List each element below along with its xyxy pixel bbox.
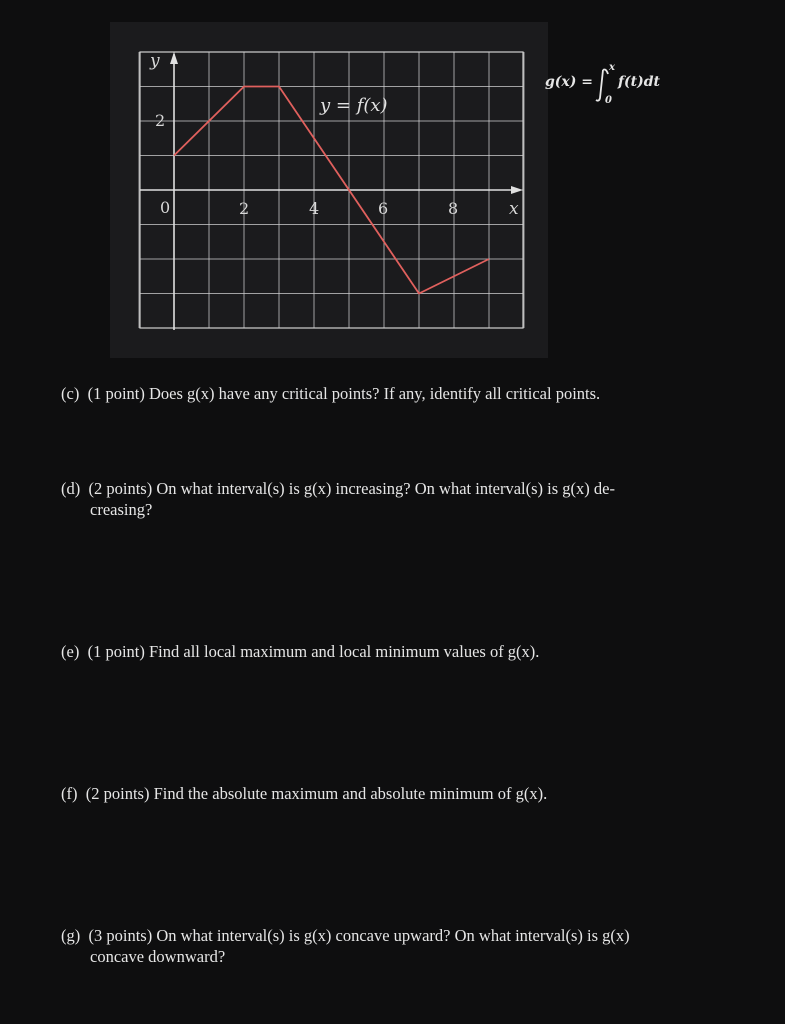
question-e-label: (e): [61, 642, 80, 661]
question-c-label: (c): [61, 384, 80, 403]
y-tick-2: 2: [155, 111, 166, 130]
question-c: [61, 383, 741, 404]
question-g-text-1: On what interval(s) is g(x) concave upward? On what interval(s) is g(x): [156, 926, 630, 945]
x-axis-arrow: [511, 186, 523, 194]
question-f: [61, 783, 741, 804]
question-d-label: (d): [61, 479, 81, 498]
question-d-text-1: On what interval(s) is g(x) increasing? On what interval(s) is g(x) de-: [156, 479, 615, 498]
x-axis-label: x: [509, 199, 519, 219]
g-definition-formula: [545, 60, 695, 110]
x-tick-6: 6: [378, 199, 389, 218]
formula-upper-limit: x: [609, 62, 615, 73]
question-c-points: (1 point): [87, 384, 145, 403]
x-tick-2: 2: [239, 199, 250, 218]
x-tick-0: 0: [160, 198, 171, 217]
axes: [140, 52, 523, 330]
question-c-text: Does g(x) have any critical points? If any, identify all critical points.: [149, 384, 601, 403]
question-e-text: Find all local maximum and local minimum values of g(x).: [149, 642, 540, 661]
question-e-points: (1 point): [87, 642, 145, 661]
y-axis-label: y: [150, 51, 160, 71]
x-tick-4: 4: [309, 199, 320, 218]
question-g-text-2: concave downward?: [90, 947, 226, 966]
question-f-label: (f): [61, 784, 78, 803]
x-tick-8: 8: [448, 199, 459, 218]
formula-lhs: g(x) =: [545, 74, 593, 90]
question-d-text-2: creasing?: [90, 500, 153, 519]
formula-integrand: f(t)dt: [618, 74, 660, 90]
question-f-points: (2 points): [85, 784, 150, 803]
question-g-label: (g): [61, 926, 81, 945]
curve-label: y = f(x): [320, 95, 388, 116]
question-g: [61, 925, 741, 967]
graph-panel: [110, 22, 548, 358]
question-g-points: (3 points): [88, 926, 153, 945]
y-axis-arrow: [170, 52, 178, 64]
question-d: [61, 478, 741, 520]
question-f-text: Find the absolute maximum and absolute minimum of g(x).: [153, 784, 548, 803]
function-graph: [110, 22, 548, 358]
question-d-points: (2 points): [88, 479, 153, 498]
formula-lower-limit: 0: [605, 95, 612, 106]
question-e: [61, 641, 741, 662]
